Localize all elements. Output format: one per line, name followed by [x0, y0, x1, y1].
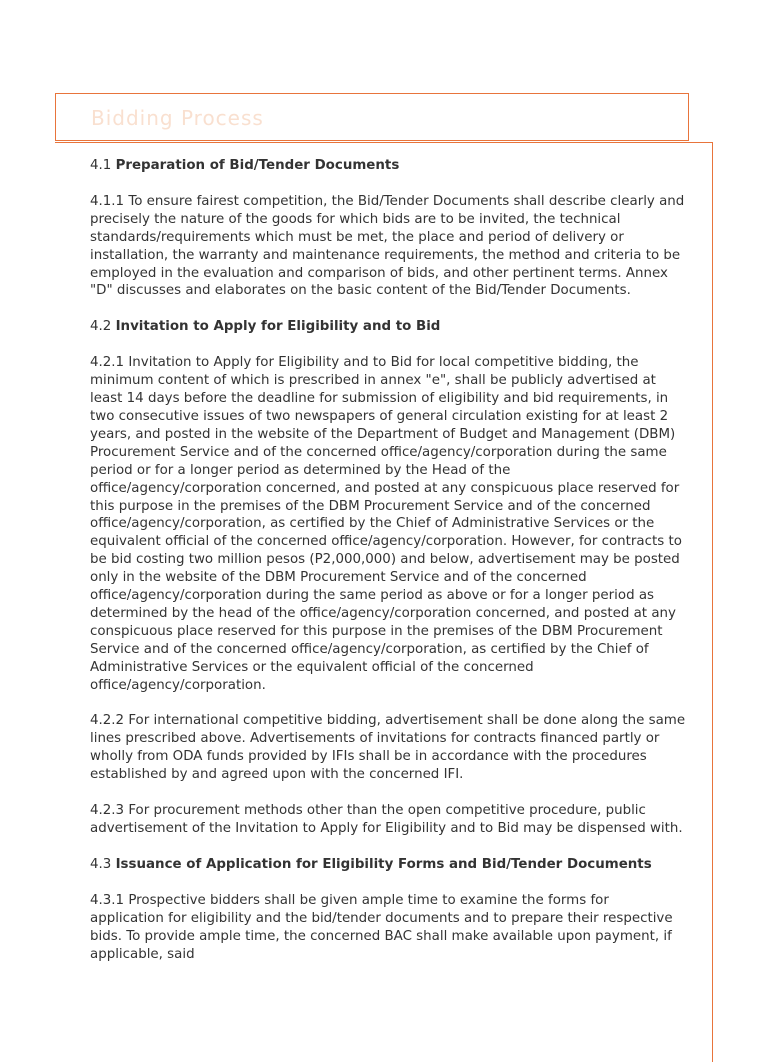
section-title: Preparation of Bid/Tender Documents — [115, 158, 400, 173]
section-heading-4-1 — [90, 157, 686, 175]
paragraph-4-2-1: 4.2.1 Invitation to Apply for Eligibility and to Bid for local competitive bidding, the minimum content of which is prescribed in annex "e", shall be publicly advertised at least 14 days before the deadline for submission of eligibility and bid requirements, in two consecutive issues of two newspapers of general circulation existing for at least 2 years, and posted in the website of the Department of Budget and Management (DBM) Procurement Service and of the concerned office/agency/corporation during the same period or for a longer period as determined by the Head of the office/agency/corporation concerned, and posted at any conspicuous place reserved for this purpose in the premises of the DBM Procurement Service and of the concerned office/agency/corporation, as certified by the Chief of Administrative Services or the equivalent official of the concerned office/agency/corporation. However, for contracts to be bid costing two million pesos (P2,000,000) and below, advertisement may be posted only in the website of the DBM Procurement Service and of the concerned office/agency/corporation during the same period as above or for a longer period as determined by the head of the office/agency/corporation concerned, and posted at any conspicuous place reserved for this purpose in the premises of the DBM Procurement Service and of the concerned office/agency/corporation, as certified by the Chief of Administrative Services or the equivalent official of the concerned office/agency/corporation. — [90, 355, 682, 693]
section-number: 4.3 — [90, 856, 112, 872]
paragraph-4-3-1: 4.3.1 Prospective bidders shall be given ample time to examine the forms for application for eligibility and the bid/tender documents and to prepare their respective bids. To provide ample time, the concerned BAC shall make available upon payment, if applicable, said — [90, 892, 673, 962]
section-title: Invitation to Apply for Eligibility and to Bid — [115, 319, 441, 335]
document-title-box — [55, 93, 689, 141]
section-heading-4-2 — [90, 318, 686, 336]
paragraph-4-1-1: 4.1.1 To ensure fairest competition, the Bid/Tender Documents shall describe clearly and precisely the nature of the goods for which bids are to be invited, the technical standards/requirements which must be met, the place and period of delivery or installation, the warranty and maintenance requirements, the method and criteria to be employed in the evaluation and comparison of bids, and other pertinent terms. Annex "D" discusses and elaborates on the basic content of the Bid/Tender Documents. — [90, 193, 685, 299]
section-title: Issuance of Application for Eligibility Forms and Bid/Tender Documents — [115, 856, 652, 872]
document-content-box — [55, 142, 713, 1062]
document-content — [90, 157, 686, 981]
section-heading-4-3 — [90, 856, 686, 874]
paragraph-4-2-2: 4.2.2 For international competitive bidding, advertisement shall be done along the same lines prescribed above. Advertisements of invitations for contracts financed partly or wholly from ODA funds provided by IFIs shall be in accordance with the procedures established by and agreed upon with the concerned IFI. — [90, 713, 686, 783]
section-number: 4.2 — [90, 319, 112, 335]
document-title: Bidding Process — [91, 106, 264, 130]
section-number: 4.1 — [90, 158, 112, 173]
paragraph-4-2-3: 4.2.3 For procurement methods other than the open competitive procedure, public advertisement of the Invitation to Apply for Eligibility and to Bid may be dispensed with. — [90, 803, 683, 836]
